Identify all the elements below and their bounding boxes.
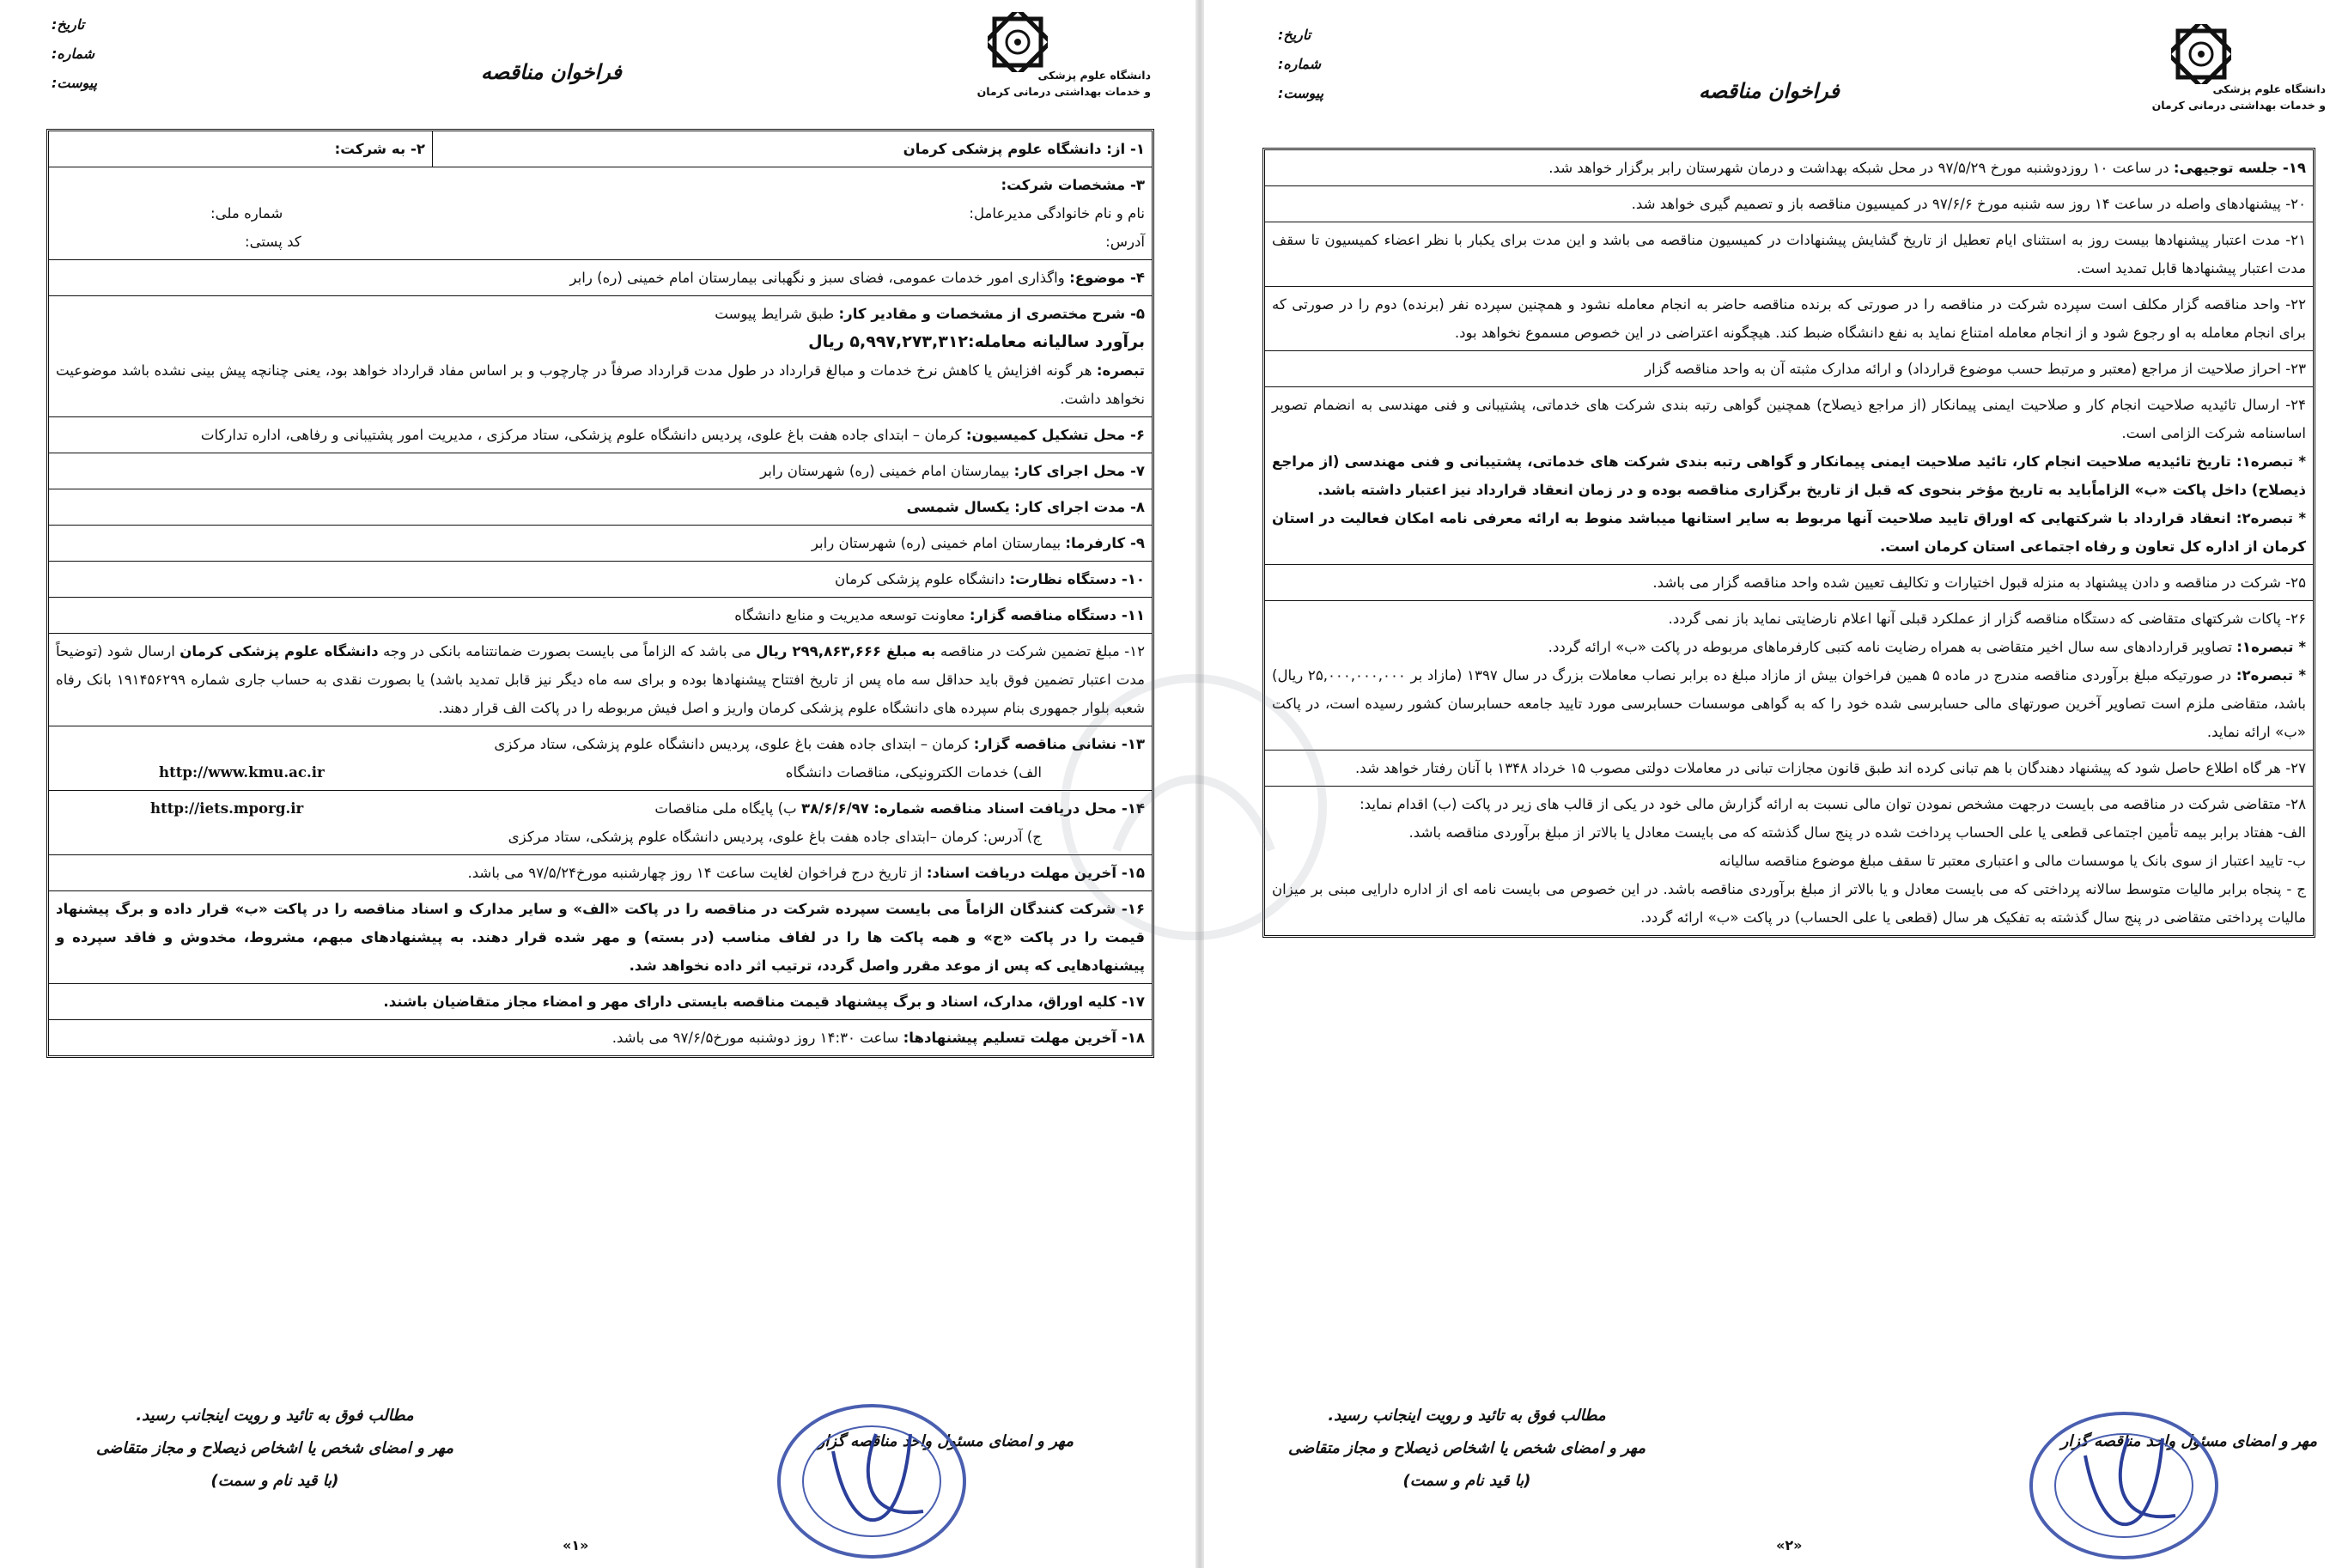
note-label: تبصره: <box>1096 362 1145 379</box>
postal-code-label: کد پستی: <box>245 234 301 250</box>
date-label: تاریخ: <box>52 16 85 33</box>
envelopes-text: ۱۶- شرکت کنندگان الزاماً می بایست سپرده شرکت در مناقصه را در پاکت «الف» و سایر مدارک و اسناد مناقصه را در پاکت «ب» قرار داده و برگ پیشنهاد قیمت را در پاکت «ج» و همه پاکت ها را در لفاف مناسب (در بسته) و مهر شده قرار دهند. به پیشنهادهای مبهم، مشروط، مخدوش و فاقد سپرده و پیشنهادهایی که پس از موعد مقرر واصل گردد، ترتیب اثر داده نخواهد شد. <box>56 901 1145 974</box>
documents-seal-text: ۱۷- کلیه اوراق، مدارک، اسناد و برگ پیشنهاد قیمت مناقصه بایستی دارای مهر و امضاء مجاز متقاضیان باشند. <box>383 994 1145 1010</box>
iets-link[interactable]: http://iets.mporg.ir <box>150 799 304 817</box>
financial-text: ۲۸- متقاضی شرکت در مناقصه می بایست درجهت مشخص نمودن توان مالی نسبت به ارائه گزارش مالی خود در یکی از قالب های زیر در پاکت (ب) اقدام نماید: <box>1360 796 2306 812</box>
address-org-label: ۱۳- نشانی مناقصه گزار: <box>973 736 1145 752</box>
national-id-label: شماره ملی: <box>210 205 283 222</box>
row-3 <box>49 167 1152 260</box>
guarantee-beneficiary: دانشگاه علوم پزشکی کرمان <box>179 643 379 659</box>
docs-deadline-text: از تاریخ درج فراخوان لغایت ساعت ۱۴ روز چهارشنبه مورخ۹۷/۵/۲۴ می باشد. <box>467 865 922 881</box>
page-title: فراخوان مناقصه <box>481 60 622 84</box>
applicant-seal-line: مهر و امضای شخص یا اشخاص ذیصلاح و مجاز متقاضی <box>95 1439 454 1457</box>
to-field: ۲- به شرکت: <box>334 141 425 157</box>
row-21 <box>1265 222 2313 287</box>
university-logo-icon <box>988 12 1048 72</box>
row-20 <box>1265 186 2313 222</box>
guarantee-amount: به مبلغ ۲۹۹,۸۶۳,۶۶۶ ریال <box>756 643 936 659</box>
official-seal-icon <box>2025 1408 2223 1563</box>
forfeit-text: ۲۲- واحد مناقصه گزار مکلف است سپرده شرکت در مناقصه را در صورتی که برنده مناقصه حاضر به انجام معامله نشود و همچنین سپرده نفر (برنده) دوم را در صورتی که برای انجام معامله به او رجوع شود و از انجام معامله امتناع نماید به نفع دانشگاه ضبط کند. هیچگونه اعتراضی در این خصوص مسموع نخواهد بود. <box>1272 296 2306 341</box>
guarantee-text-a: ۱۲- مبلغ تضمین شرکت در مناقصه <box>940 643 1145 659</box>
row-27 <box>1265 751 2313 787</box>
docs-place-label: ۱۴- محل دریافت اسناد مناقصه شماره: <box>873 800 1145 817</box>
commission-place-label: ۶- محل تشکیل کمیسیون: <box>965 427 1145 443</box>
work-spec-text: طبق شرایط پیوست <box>715 306 835 322</box>
number-label: شماره: <box>52 46 95 62</box>
attachment-label: پیوست: <box>1278 85 1324 101</box>
execution-place-text: بیمارستان امام خمینی (ره) شهرستان رابر <box>760 463 1010 479</box>
submission-deadline-text: ساعت ۱۴:۳۰ روز دوشنبه مورخ۹۷/۶/۵ می باشد. <box>611 1030 899 1046</box>
address-org-text: کرمان – ابتدای جاده هفت باغ علوی، پردیس دانشگاه علوم پزشکی، ستاد مرکزی <box>494 736 970 752</box>
official-seal-icon <box>773 1400 970 1563</box>
duration-label: ۸- مدت اجرای کار: <box>1014 499 1145 515</box>
guarantee-text-b: می باشد که الزاماً می بایست بصورت ضمانتنامه بانکی در وجه <box>383 643 751 659</box>
commission-place-text: کرمان – ابتدای جاده هفت باغ علوی، پردیس دانشگاه علوم پزشکی، ستاد مرکزی ، مدیریت امور پشتیبانی و رفاهی، اداره تدارکات <box>200 427 962 443</box>
org-line-1: دانشگاه علوم پزشکی <box>1037 69 1151 82</box>
note-2-text: انعقاد قرارداد با شرکتهایی که اوراق تایید صلاحیت آنها مربوط به سایر استانها میباشد منوط به ارائه معرفی نامه امکان فعالیت در استان کرمان از اداره کل تعاون و رفاه اجتماعی استان کرمان است. <box>1272 510 2306 555</box>
row-15 <box>49 855 1152 891</box>
row-9 <box>49 526 1152 562</box>
qualification-text: ۲۳- احراز صلاحیت از مراجع (معتبر و مرتبط حسب موضوع قرارداد) و ارائه مدارک مثبته آن به واحد مناقصه گزار <box>1645 361 2306 377</box>
collusion-text: ۲۷- هر گاه اطلاع حاصل شود که پیشنهاد دهندگان با هم تبانی کرده اند طبق قانون مجازات تبانی در معاملات دولتی مصوب ۱۵ خرداد ۱۳۴۸ با آنان رفتار خواهد شد. <box>1354 760 2306 776</box>
company-spec-label: ۳- مشخصات شرکت: <box>1001 177 1145 193</box>
note-2-label: * تبصره۲: <box>2236 510 2306 526</box>
address-label: آدرس: <box>1105 234 1145 250</box>
row-25 <box>1265 565 2313 601</box>
row-4 <box>49 260 1152 296</box>
row-17 <box>49 984 1152 1020</box>
employer-text: بیمارستان امام خمینی (ره) شهرستان رابر <box>811 535 1062 551</box>
tender-officer-sign-label-2: مهر و امضای مسئول واحد مناقصه گزار <box>2060 1432 2317 1450</box>
note-1-text: تصاویر قراردادهای سه سال اخیر متقاضی به همراه رضایت نامه کتبی کارفرماهای مربوطه در پاکت «ب» ارائه گردد. <box>1548 639 2232 655</box>
tender-officer-sign-label: مهر و امضای مسئول واحد مناقصه گزار <box>817 1432 1074 1450</box>
option-a: الف- هفتاد برابر بیمه تأمین اجتماعی قطعی یا علی الحساب پرداخت شده در پنج سال گذشته که می بایست معادل یا بالاتر از مبلغ برآوردی مناقصه باشد. <box>1408 824 2306 841</box>
org-name-2 <box>2102 81 2326 113</box>
page-divider <box>1195 0 1204 1568</box>
university-logo-icon <box>2171 24 2231 84</box>
name-title-line: (با قید نام و سمت) <box>210 1472 339 1490</box>
from-field: ۱- از: دانشگاه علوم پزشکی کرمان <box>903 141 1145 157</box>
org-line-2: و خدمات بهداشتی درمانی کرمان <box>2151 99 2326 112</box>
employer-label: ۹- کارفرما: <box>1065 535 1145 551</box>
opening-text: ۲۰- پیشنهادهای واصله در ساعت ۱۴ روز سه شنبه مورخ ۹۷/۶/۶ در کمیسیون مناقصه باز و تصمیم گیری خواهد شد. <box>1631 196 2306 212</box>
note-1-label: * تبصره۱: <box>2236 453 2306 470</box>
annual-estimate: برآورد سالیانه معامله:۵,۹۹۷,۲۷۳,۳۱۲ ریال <box>808 332 1145 351</box>
row-19 <box>1265 150 2313 186</box>
certificates-text: ۲۴- ارسال تائیدیه صلاحیت انجام کار و صلاحیت ایمنی پیمانکار (از مراجع ذیصلاح) همچنین گواهی رتبه بندی شرکت های خدماتی، پشتیبانی و فنی مهندسی به انضمام تصویر اساسنامه شرکت الزامی است. <box>1272 397 2306 441</box>
execution-place-label: ۷- محل اجرای کار: <box>1013 463 1145 479</box>
row-28 <box>1265 787 2313 935</box>
org-line-2: و خدمات بهداشتی درمانی کرمان <box>976 85 1151 98</box>
briefing-label: ۱۹- جلسه توجیهی: <box>2173 160 2306 176</box>
validity-text: ۲۱- مدت اعتبار پیشنهادها بیست روز به استثنای ایام تعطیل از تاریخ گشایش پیشنهادات در کمیسیون مناقصه می باشد و این مدت برای یکبار با نظر اعضاء کمیسیون تا سقف مدت اعتبار پیشنهادها قابل تمدید است. <box>1272 232 2306 277</box>
applicant-sign-block <box>52 1400 498 1498</box>
confirm-line: مطالب فوق به تائید و رویت اینجانب رسید. <box>136 1407 414 1425</box>
note-2-label: * تبصره۲: <box>2236 667 2306 684</box>
row-18 <box>49 1020 1152 1055</box>
meta-block-2 <box>1278 21 1450 108</box>
national-portal-label: ب) پایگاه ملی مناقصات <box>654 800 797 817</box>
tender-org-label: ۱۱- دستگاه مناقصه گزار: <box>969 607 1145 623</box>
meta-block <box>52 10 223 98</box>
row-14 <box>49 791 1152 855</box>
tender-table-2 <box>1262 148 2315 938</box>
org-line-1: دانشگاه علوم پزشکی <box>2212 82 2326 95</box>
note-1-text: تاریخ تائیدیه صلاحیت انجام کار، تائید صلاحیت ایمنی پیمانکار و گواهی رتبه بندی شرکت های خدماتی، پشتیبانی و فنی مهندسی (از مراجع ذیصلاح) داخل پاکت «ب» الزاماًباید به تاریخ مؤخر بنحوی که قبل از تاریخ برگزاری مناقصه بوده و در زمان انعقاد قرارداد نیز اعتبار داشته باشد. <box>1272 453 2306 498</box>
row-26 <box>1265 601 2313 751</box>
e-services-label: الف) خدمات الکترونیکی، مناقصات دانشگاه <box>785 764 1042 781</box>
docs-address: ج) آدرس: کرمان –ابتدای جاده هفت باغ علوی، پردیس دانشگاه علوم پزشکی، ستاد مرکزی <box>508 829 1042 845</box>
submission-deadline-label: ۱۸- آخرین مهلت تسلیم پیشنهادها: <box>903 1030 1145 1046</box>
supervisor-label: ۱۰- دستگاه نظارت: <box>1009 571 1145 587</box>
row-6 <box>49 417 1152 453</box>
row-22 <box>1265 287 2313 351</box>
manager-label: نام و نام خانوادگی مدیرعامل: <box>969 205 1145 222</box>
subject-text: واگذاری امور خدمات عمومی، فضای سبز و نگهبانی بیمارستان امام خمینی (ره) رابر <box>569 270 1065 286</box>
row-7 <box>49 453 1152 489</box>
name-title-line: (با قید نام و سمت) <box>1402 1472 1531 1490</box>
page-number-2: «۲» <box>1776 1537 1803 1553</box>
row-10 <box>49 562 1152 598</box>
note-text: هر گونه افزایش یا کاهش نرخ خدمات و مبالغ قرارداد در طول مدت قرارداد صرفاً در چارچوب و بر اساس مفاد قرارداد خواهد بود، یعنی چنانچه پیش بینی نشده باشد موضوعیت نخواهد داشت. <box>56 362 1145 407</box>
supervisor-text: دانشگاه علوم پزشکی کرمان <box>834 571 1006 587</box>
confirm-line: مطالب فوق به تائید و رویت اینجانب رسید. <box>1328 1407 1606 1425</box>
applicant-seal-line: مهر و امضای شخص یا اشخاص ذیصلاح و مجاز متقاضی <box>1287 1439 1646 1457</box>
attachment-label: پیوست: <box>52 75 98 91</box>
row-24 <box>1265 387 2313 565</box>
date-label: تاریخ: <box>1278 27 1311 43</box>
note-1-label: * تبصره۱: <box>2236 639 2306 655</box>
row-23 <box>1265 351 2313 387</box>
row-1 <box>49 131 1152 167</box>
tender-number: ۳۸/۶/۶/۹۷ <box>800 800 869 817</box>
page-title-2: فراخوان مناقصه <box>1699 79 1840 103</box>
return-text: ۲۶- پاکات شرکتهای متقاضی که دستگاه مناقصه گزار از عملکرد قبلی آنها اعلام نارضایتی نماید باز نمی گردد. <box>1668 611 2306 627</box>
acceptance-text: ۲۵- شرکت در مناقصه و دادن پیشنهاد به منزله قبول اختیارات و تکالیف تعیین شده واحد مناقصه گزار می باشد. <box>1652 574 2306 591</box>
docs-deadline-label: ۱۵- آخرین مهلت دریافت اسناد: <box>926 865 1145 881</box>
option-c: ج - پنجاه برابر مالیات متوسط سالانه پرداختی که می بایست معادل و یا بالاتر از مبلغ برآوردی مناقصه باشد. در این خصوص می بایست نامه ای از اداره دارایی مبنی بر میزان مالیات پرداختی متقاضی در پنج سال گذشته به تفکیک هر سال (قطعی یا علی الحساب) در پاکت «ب» ارائه گردد. <box>1272 881 2306 926</box>
work-spec-label: ۵- شرح مختصری از مشخصات و مقادیر کار: <box>838 306 1145 322</box>
row-5 <box>49 296 1152 417</box>
tender-table-1 <box>46 129 1154 1058</box>
org-name <box>928 67 1151 100</box>
tender-org-text: معاونت توسعه مدیریت و منابع دانشگاه <box>734 607 965 623</box>
row-16 <box>49 891 1152 984</box>
number-label: شماره: <box>1278 56 1322 72</box>
subject-label: ۴- موضوع: <box>1069 270 1145 286</box>
duration-text: یکسال شمسی <box>906 499 1010 515</box>
row-13 <box>49 726 1152 791</box>
row-8 <box>49 489 1152 526</box>
option-b: ب- تایید اعتبار از سوی بانک یا موسسات مالی و اعتباری معتبر تا سقف مبلغ موضوع مناقصه سالیانه <box>1719 853 2306 869</box>
briefing-text: در ساعت ۱۰ روزدوشنبه مورخ ۹۷/۵/۲۹ در محل شبکه بهداشت و درمان شهرستان رابر برگزار خواهد شد. <box>1548 160 2169 176</box>
row-12 <box>49 634 1152 726</box>
row-11 <box>49 598 1152 634</box>
applicant-sign-block-2 <box>1244 1400 1690 1498</box>
page-2 <box>1218 0 2336 1568</box>
guarantee-text-c: ارسال شود (توضیحاً مدت اعتبار تضمین فوق باید حداقل سه ماه پس از تاریخ افتتاح پیشنهادها بوده و برای سه ماه دیگر نیز قابل تمدید باشد) یا بصورت نقدی به حساب جاری شماره ۱۹۱۴۵۶۲۹۹ بانک رفاه شعبه بلوار جمهوری بنام سپرده های دانشگاه علوم پزشکی کرمان واریز و اصل فیش مربوطه را در پاکت الف قرار دهند. <box>56 643 1146 716</box>
page-number: «۱» <box>563 1537 589 1553</box>
kmu-link[interactable]: http://www.kmu.ac.ir <box>159 763 325 781</box>
note-2-text: در صورتیکه مبلغ برآوردی مناقصه مندرج در ماده ۵ همین فراخوان بیش از مازاد مبلغ ده برابر نصاب معاملات بزرگ در سال ۱۳۹۷ (مازاد بر ۲۵,۰۰۰,۰۰۰,۰۰۰ ریال) باشد، متقاضی ملزم است تصاویر آخرین صورتهای مالی حسابرسی شده خود را که به گواهی موسسات حسابرسی مورد تایید جامعه حسابرسان کشور رسیده است، در پاکت «ب» ارائه نماید. <box>1272 667 2306 740</box>
